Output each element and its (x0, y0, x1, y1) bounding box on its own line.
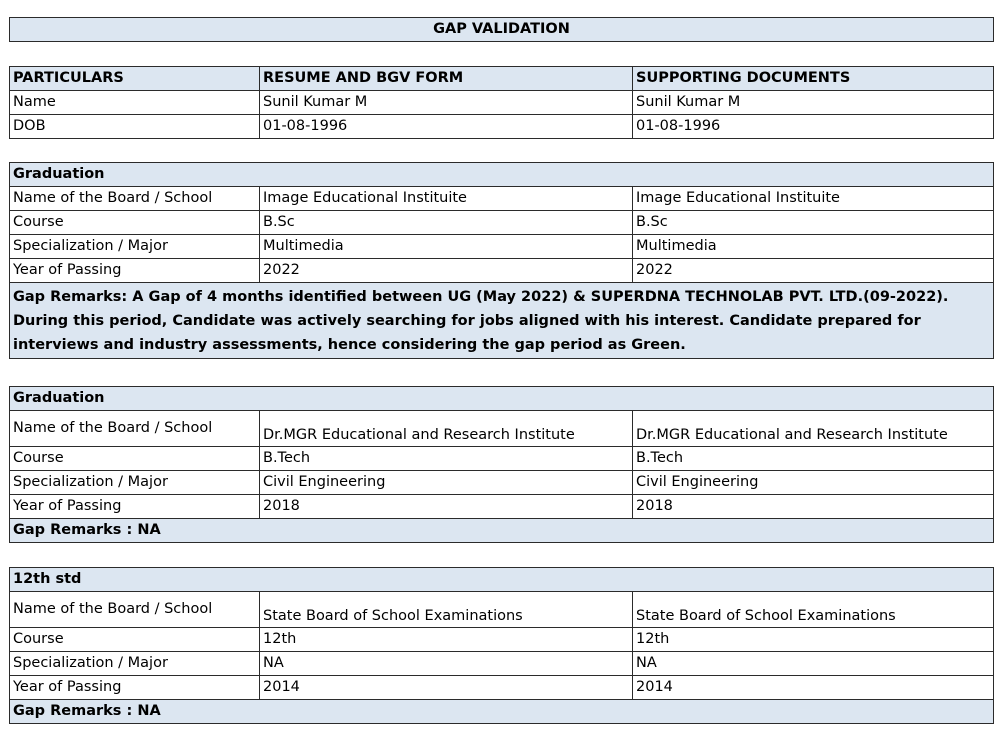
graduation-ug-table (9, 162, 994, 359)
resume-value: Image Educational Instituite (260, 187, 633, 211)
row-label: Name of the Board / School (10, 592, 260, 628)
table-row (10, 187, 994, 211)
resume-value: B.Tech (260, 447, 633, 471)
table-row (10, 628, 994, 652)
header-documents: SUPPORTING DOCUMENTS (633, 67, 994, 91)
table-row (10, 91, 994, 115)
resume-value: 01-08-1996 (260, 115, 633, 139)
table-row (10, 259, 994, 283)
docs-value: Sunil Kumar M (633, 91, 994, 115)
table-row (10, 652, 994, 676)
table-row (10, 676, 994, 700)
resume-value: Sunil Kumar M (260, 91, 633, 115)
gap-remarks: Gap Remarks : NA (10, 519, 994, 543)
table-row (10, 211, 994, 235)
resume-value: Multimedia (260, 235, 633, 259)
docs-value: Civil Engineering (633, 471, 994, 495)
row-label: Course (10, 628, 260, 652)
title-table (9, 17, 994, 42)
row-label: Year of Passing (10, 495, 260, 519)
section-title: 12th std (10, 568, 994, 592)
docs-value: State Board of School Examinations (633, 592, 994, 628)
table-row (10, 471, 994, 495)
row-label: Specialization / Major (10, 652, 260, 676)
twelfth-std-table (9, 567, 994, 724)
table-row (10, 115, 994, 139)
docs-value: Image Educational Instituite (633, 187, 994, 211)
docs-value: 12th (633, 628, 994, 652)
table-row (10, 411, 994, 447)
resume-value: Civil Engineering (260, 471, 633, 495)
table-row (10, 592, 994, 628)
row-label: Specialization / Major (10, 471, 260, 495)
section-title: Graduation (10, 387, 994, 411)
gap-remarks: Gap Remarks : NA (10, 700, 994, 724)
row-label: Course (10, 211, 260, 235)
gap-remarks: Gap Remarks: A Gap of 4 months identified between UG (May 2022) & SUPERDNA TECHNOLAB PVT. LTD.(09-2022). During this period, Candidate was actively searching for jobs aligned with his interest. Candidate prepared for interviews and industry assessments, hence considering the gap period as Green. (10, 283, 994, 359)
row-label: Name of the Board / School (10, 411, 260, 447)
resume-value: Dr.MGR Educational and Research Institute (260, 411, 633, 447)
header-resume: RESUME AND BGV FORM (260, 67, 633, 91)
header-row (10, 67, 994, 91)
docs-value: Multimedia (633, 235, 994, 259)
table-row (10, 495, 994, 519)
resume-value: 2022 (260, 259, 633, 283)
section-title: Graduation (10, 163, 994, 187)
docs-value: 01-08-1996 (633, 115, 994, 139)
row-label: Year of Passing (10, 259, 260, 283)
page-title: GAP VALIDATION (10, 18, 994, 42)
table-row (10, 447, 994, 471)
resume-value: 2018 (260, 495, 633, 519)
resume-value: 2014 (260, 676, 633, 700)
table-row (10, 235, 994, 259)
docs-value: B.Tech (633, 447, 994, 471)
resume-value: B.Sc (260, 211, 633, 235)
row-label: Name of the Board / School (10, 187, 260, 211)
docs-value: Dr.MGR Educational and Research Institute (633, 411, 994, 447)
docs-value: NA (633, 652, 994, 676)
resume-value: NA (260, 652, 633, 676)
row-label: DOB (10, 115, 260, 139)
row-label: Specialization / Major (10, 235, 260, 259)
docs-value: B.Sc (633, 211, 994, 235)
docs-value: 2022 (633, 259, 994, 283)
header-particulars: PARTICULARS (10, 67, 260, 91)
particulars-table (9, 66, 994, 139)
row-label: Name (10, 91, 260, 115)
docs-value: 2014 (633, 676, 994, 700)
resume-value: 12th (260, 628, 633, 652)
row-label: Year of Passing (10, 676, 260, 700)
resume-value: State Board of School Examinations (260, 592, 633, 628)
row-label: Course (10, 447, 260, 471)
graduation-btech-table (9, 386, 994, 543)
docs-value: 2018 (633, 495, 994, 519)
